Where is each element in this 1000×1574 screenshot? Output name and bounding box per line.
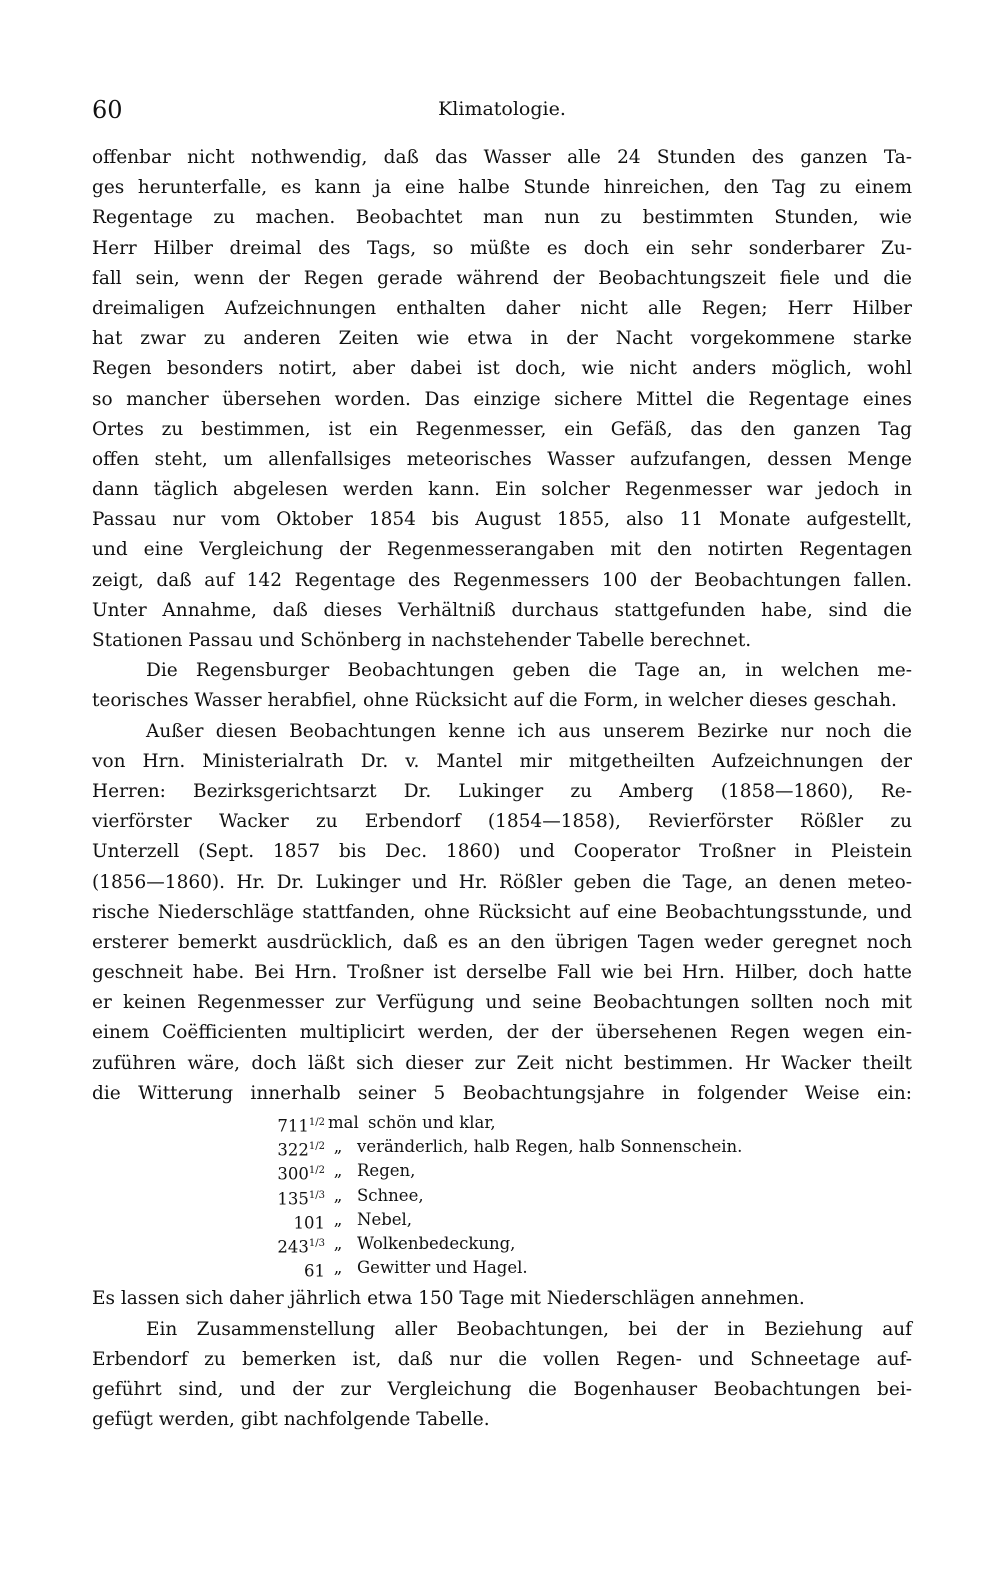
text-line: zuführen wäre, doch läßt sich dieser zur Zeit nicht bestimmen. Hr Wacker theilt [92,1052,912,1074]
text-line: rische Niederschläge stattfanden, ohne Rücksicht auf eine Beobachtungsstunde, und [92,901,912,923]
paragraph-annual-estimate [92,1284,912,1314]
text-line: dann täglich abgelesen werden kann. Ein solcher Regenmesser war jedoch in [92,479,912,501]
text-line: offenbar nicht nothwendig, daß das Wasser alle 24 Stunden des ganzen Ta- [92,147,912,168]
text-line: offen steht, um allenfallsiges meteorisches Wasser aufzufangen, dessen Menge [92,448,912,470]
list-item [92,1159,912,1183]
text-line: Passau nur vom Oktober 1854 bis August 1855, also 11 Monate aufgestellt, [92,509,912,531]
day-count: $322^{1/2}$ [277,1140,325,1160]
list-item [92,1232,912,1256]
ditto-mark: „ [333,1137,343,1157]
running-title: Klimatologie. [438,98,566,120]
text-line: ges herunterfalle, es kann ja eine halbe Stunde hinreichen, den Tag zu einem [92,177,912,199]
page-header [92,96,912,136]
list-item [92,1208,912,1232]
ditto-mark: „ [333,1258,343,1278]
text-line: einem Coëfficienten multiplicirt werden, der der übersehenen Regen wegen ein- [92,1022,912,1044]
text-line: fall sein, wenn der Regen gerade während der Beobachtungszeit fiele und die [92,267,912,289]
paragraph-table-intro [92,1315,912,1436]
text-line: (1856—1860). Hr. Dr. Lukinger und Hr. Rößler geben die Tage, an denen meteo- [92,871,912,893]
text-line: Ortes zu bestimmen, ist ein Regenmesser, ein Gefäß, das den ganzen Tag [92,418,912,440]
weather-description: Schnee, [357,1185,424,1205]
text-line: und eine Vergleichung der Regenmesserangaben mit den notirten Regentagen [92,539,912,561]
text-line: zeigt, daß auf 142 Regentage des Regenmessers 100 der Beobachtungen fallen. [92,569,912,591]
list-item [92,1135,912,1159]
day-count: 101 [293,1213,325,1233]
text-line: Stationen Passau und Schönberg in nachstehender Tabelle berechnet. [92,630,752,651]
text-line: Herr Hilber dreimal des Tags, so müßte es doch ein sehr sonderbarer Zu- [92,237,912,259]
weather-list [92,1111,912,1280]
text-line: Erbendorf zu bemerken ist, daß nur die vollen Regen- und Schneetage auf- [92,1348,912,1370]
mal-label: mal [328,1113,359,1132]
text-line: geführt sind, und der zur Vergleichung die Bogenhauser Beobachtungen bei- [92,1378,912,1400]
list-item [92,1111,912,1135]
text-line: Ein Zusammenstellung aller Beobachtungen, bei der in Beziehung auf [146,1318,912,1340]
text-line: Die Regensburger Beobachtungen geben die Tage an, in welchen me- [146,660,912,682]
ditto-mark: „ [333,1233,343,1253]
list-item [92,1256,912,1280]
text-line: Unter Annahme, daß dieses Verhältniß durchaus stattgefunden habe, sind die [92,599,912,621]
text-line: von Hrn. Ministerialrath Dr. v. Mantel mir mitgetheilten Aufzeichnungen der [92,750,912,772]
ditto-mark: „ [333,1209,343,1229]
text-line: Außer diesen Beobachtungen kenne ich aus unserem Bezirke nur noch die [146,720,912,742]
text-line: geschneit habe. Bei Hrn. Troßner ist derselbe Fall wie bei Hrn. Hilber, doch hatte [92,962,912,984]
text-line: Regen besonders notirt, aber dabei ist doch, wie nicht anders möglich, wohl [92,358,912,380]
page-number: 60 [92,96,123,124]
text-line: dreimaligen Aufzeichnungen enthalten daher nicht alle Regen; Herr Hilber [92,297,912,319]
weather-description: veränderlich, halb Regen, halb Sonnenschein. [357,1137,743,1157]
list-item [92,1184,912,1208]
text-line: die Witterung innerhalb seiner 5 Beobachtungsjahre in folgender Weise ein: [92,1082,912,1104]
ditto-mark: „ [333,1161,343,1181]
text-line: Es lassen sich daher jährlich etwa 150 Tage mit Niederschlägen annehmen. [92,1288,805,1310]
day-count: $711^{1/2}$ [277,1116,325,1136]
text-line: Unterzell (Sept. 1857 bis Dec. 1860) und Cooperator Troßner in Pleistein [92,841,912,863]
weather-description: Regen, [357,1161,416,1181]
day-count: 61 [304,1261,325,1281]
ditto-mark: „ [333,1185,343,1205]
text-line: gefügt werden, gibt nachfolgende Tabelle. [92,1409,490,1431]
weather-description: Gewitter und Hagel. [357,1258,528,1278]
text-line: Regentage zu machen. Beobachtet man nun zu bestimmten Stunden, wie [92,207,912,229]
text-line: so mancher übersehen worden. Das einzige sichere Mittel die Regentage eines [92,388,912,410]
text-line: ersterer bemerkt ausdrücklich, daß es an den übrigen Tagen weder geregnet noch [92,931,912,953]
text-line: er keinen Regenmesser zur Verfügung und seine Beobachtungen sollten noch mit [92,992,912,1014]
day-count: $300^{1/2}$ [277,1164,325,1184]
weather-description: Wolkenbedeckung, [357,1233,516,1253]
text-line: teorisches Wasser herabfiel, ohne Rücksicht auf die Form, in welcher dieses geschah. [92,690,897,712]
day-count: $243^{1/3}$ [277,1237,325,1257]
text-line: hat zwar zu anderen Zeiten wie etwa in der Nacht vorgekommene starke [92,328,912,350]
weather-description: Nebel, [357,1209,413,1229]
text-line: vierförster Wacker zu Erbendorf (1854—1858), Revierförster Rößler zu [92,811,912,833]
weather-description: schön und klar, [368,1113,496,1132]
paragraph-regensburg [92,656,912,716]
text-line: Herren: Bezirksgerichtsarzt Dr. Lukinger zu Amberg (1858—1860), Re- [92,780,912,802]
paragraph-regentage-method [92,143,912,656]
day-count: $135^{1/3}$ [277,1189,325,1209]
page-body [92,143,912,1435]
paragraph-other-observers [92,717,912,1109]
